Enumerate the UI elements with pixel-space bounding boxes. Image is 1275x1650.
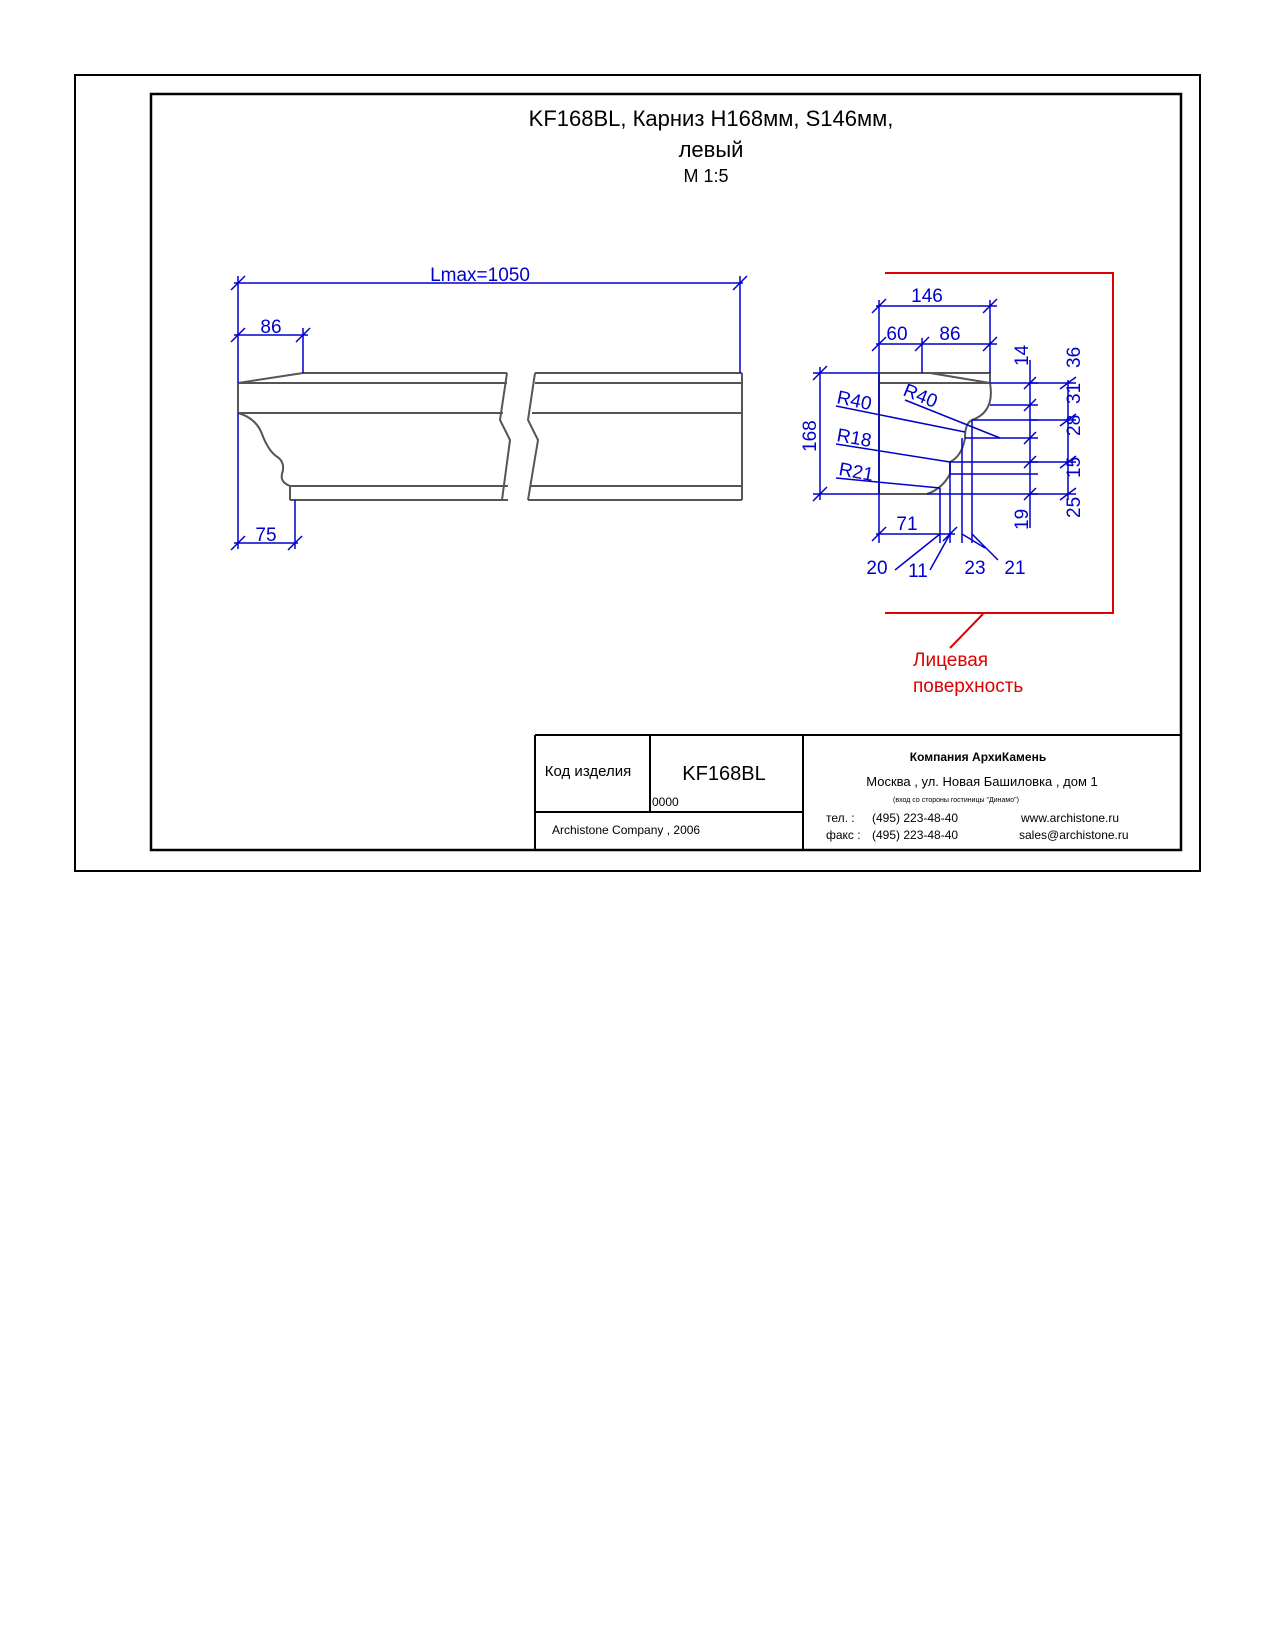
fax-label: факс :: [826, 828, 861, 842]
radius-label-4: R21: [837, 459, 876, 486]
drawing-subtitle: левый: [678, 137, 744, 162]
drawing-number: 0000: [652, 795, 679, 809]
width-a-label: 60: [886, 324, 908, 345]
right-dim-15: 15: [1064, 456, 1085, 478]
address-note: (вход со стороны гостиницы "Динамо"): [893, 797, 1019, 804]
bottom-dim-21: 21: [1004, 558, 1026, 579]
bottom-dim-71: 71: [896, 514, 918, 535]
tel-number: (495) 223-48-40: [872, 811, 959, 825]
copyright: Archistone Company , 2006: [552, 823, 701, 837]
width-total-label: 146: [911, 286, 943, 307]
face-note-line2: поверхность: [913, 676, 1024, 697]
code-value: KF168BL: [682, 763, 766, 785]
email-link[interactable]: sales@archistone.ru: [1019, 828, 1129, 842]
tel-label: тел. :: [826, 811, 855, 825]
height-total-label: 168: [800, 420, 821, 452]
right-dim-25: 25: [1064, 496, 1085, 518]
radius-label-1: R40: [834, 387, 874, 416]
right-dim-19: 19: [1012, 508, 1033, 530]
width-b-label: 86: [939, 324, 961, 345]
company-address: Москва , ул. Новая Башиловка , дом 1: [866, 774, 1098, 789]
radius-label-3: R18: [835, 425, 874, 452]
radius-label-2: R40: [900, 380, 941, 413]
right-dim-14: 14: [1012, 344, 1033, 366]
bottom-dim-11: 11: [908, 561, 928, 582]
bottom-dim-23: 23: [964, 558, 986, 579]
fax-number: (495) 223-48-40: [872, 828, 959, 842]
top-offset-label: 86: [260, 317, 282, 338]
length-label: Lmax=1050: [430, 265, 530, 286]
company-name: Компания АрхиКамень: [909, 750, 1047, 764]
title-block: [535, 735, 1181, 850]
drawing-title: KF168BL, Карниз Н168мм, S146мм,: [528, 106, 894, 131]
right-dim-31: 31: [1064, 382, 1085, 404]
bottom-dim-20: 20: [866, 558, 888, 579]
section-view: [800, 273, 1113, 697]
right-dim-36: 36: [1064, 346, 1085, 368]
website-link[interactable]: www.archistone.ru: [1021, 811, 1120, 825]
elevation-outline: [238, 373, 742, 500]
elevation-view: [231, 265, 747, 550]
code-label: Код изделия: [544, 763, 632, 780]
inner-frame: [151, 94, 1181, 850]
drawing-scale: М 1:5: [683, 166, 729, 186]
right-dim-28: 28: [1064, 414, 1085, 436]
bottom-offset-label: 75: [255, 525, 277, 546]
face-note-line1: Лицевая: [913, 650, 989, 671]
